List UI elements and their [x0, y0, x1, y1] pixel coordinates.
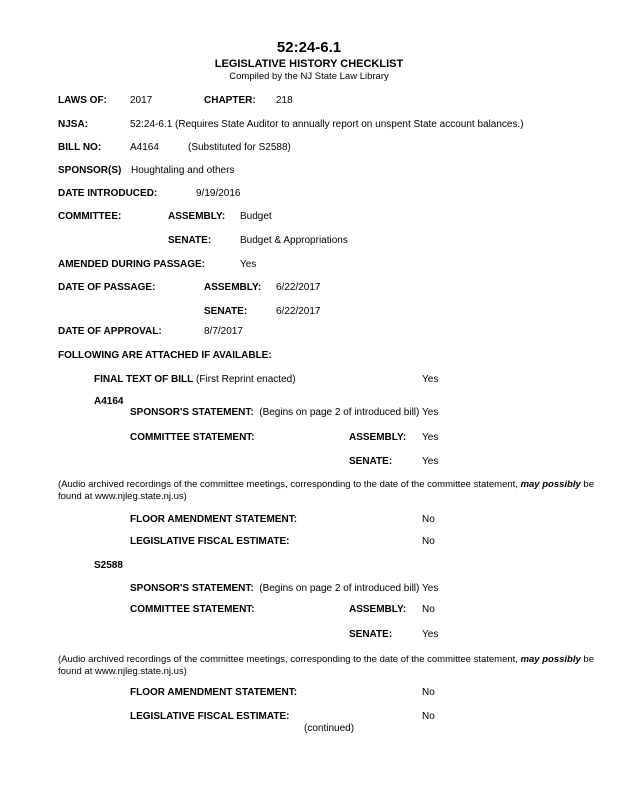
- chapter-value: 218: [276, 95, 293, 106]
- passage-assembly-label: ASSEMBLY:: [204, 282, 262, 293]
- date-of-passage-label: DATE OF PASSAGE:: [58, 282, 156, 293]
- date-of-approval-label: DATE OF APPROVAL:: [58, 326, 162, 337]
- sponsor-statement-note: (Begins on page 2 of introduced bill): [259, 407, 420, 418]
- laws-of-value: 2017: [130, 95, 153, 106]
- committee-statement-senate-label: SENATE:: [349, 629, 393, 640]
- committee-statement-assembly-value: No: [422, 604, 435, 615]
- floor-amendment-value: No: [422, 687, 435, 698]
- final-text-value: Yes: [422, 374, 439, 385]
- sponsors-label: SPONSOR(S): [58, 165, 122, 176]
- committee-statement-label: COMMITTEE STATEMENT:: [130, 604, 255, 615]
- audio-note-text: (Audio archived recordings of the committee meetings, corresponding to the date of the committee statement,: [58, 479, 521, 490]
- sponsor-statement-label: SPONSOR'S STATEMENT:: [130, 407, 254, 418]
- final-text-note: (First Reprint enacted): [196, 374, 296, 385]
- bill-id: A4164: [94, 396, 124, 407]
- laws-of-label: LAWS OF:: [58, 95, 107, 106]
- document-subtitle: LEGISLATIVE HISTORY CHECKLIST: [214, 58, 404, 70]
- bill-no-note: (Substituted for S2588): [188, 142, 291, 153]
- committee-statement-assembly-label: ASSEMBLY:: [349, 604, 407, 615]
- audio-note-emphasis: may possibly: [520, 479, 581, 490]
- floor-amendment-label: FLOOR AMENDMENT STATEMENT:: [130, 514, 298, 525]
- date-of-approval-value: 8/7/2017: [204, 326, 243, 337]
- date-introduced-label: DATE INTRODUCED:: [58, 188, 158, 199]
- bill-no-label: BILL NO:: [58, 142, 102, 153]
- bill-no-value: A4164: [130, 142, 159, 153]
- njsa-value: 52:24-6.1 (Requires State Auditor to annually report on unspent State account balances.): [130, 119, 524, 130]
- amended-label: AMENDED DURING PASSAGE:: [58, 259, 206, 270]
- sponsor-statement-row: [130, 408, 419, 418]
- committee-statement-senate-value: Yes: [422, 456, 439, 467]
- committee-assembly-value: Budget: [240, 211, 272, 222]
- sponsor-statement-note: (Begins on page 2 of introduced bill): [259, 583, 420, 594]
- chapter-label: CHAPTER:: [204, 95, 256, 106]
- audio-archive-note: [58, 654, 603, 678]
- floor-amendment-value: No: [422, 514, 435, 525]
- date-introduced-value: 9/19/2016: [196, 188, 241, 199]
- audio-note-text-end: be found at www.njleg.state.nj.us): [58, 654, 594, 677]
- committee-statement-senate-value: Yes: [422, 629, 439, 640]
- committee-senate-label: SENATE:: [168, 235, 212, 246]
- fiscal-estimate-label: LEGISLATIVE FISCAL ESTIMATE:: [130, 536, 290, 547]
- committee-statement-assembly-value: Yes: [422, 432, 439, 443]
- audio-note-text-end: be found at www.njleg.state.nj.us): [58, 479, 594, 502]
- sponsor-statement-value: Yes: [422, 583, 439, 594]
- passage-senate-label: SENATE:: [204, 306, 248, 317]
- committee-label: COMMITTEE:: [58, 211, 122, 222]
- audio-note-text: (Audio archived recordings of the committee meetings, corresponding to the date of the committee statement,: [58, 654, 521, 665]
- sponsors-value: Houghtaling and others: [131, 165, 235, 176]
- sponsor-statement-row: [130, 584, 419, 594]
- continued-note: (continued): [304, 723, 355, 734]
- amended-value: Yes: [240, 259, 257, 270]
- committee-statement-assembly-label: ASSEMBLY:: [349, 432, 407, 443]
- committee-senate-value: Budget & Appropriations: [240, 235, 348, 246]
- passage-senate-value: 6/22/2017: [276, 306, 321, 317]
- fiscal-estimate-value: No: [422, 536, 435, 547]
- document-title: 52:24-6.1: [276, 39, 342, 56]
- fiscal-estimate-label: LEGISLATIVE FISCAL ESTIMATE:: [130, 711, 290, 722]
- bill-id: S2588: [94, 560, 123, 571]
- fiscal-estimate-value: No: [422, 711, 435, 722]
- audio-archive-note: [58, 479, 603, 503]
- audio-note-emphasis: may possibly: [520, 654, 581, 665]
- final-text-row: [94, 375, 296, 385]
- compiled-by: Compiled by the NJ State Law Library: [229, 71, 389, 82]
- sponsor-statement-value: Yes: [422, 407, 439, 418]
- committee-assembly-label: ASSEMBLY:: [168, 211, 226, 222]
- following-heading: FOLLOWING ARE ATTACHED IF AVAILABLE:: [58, 350, 272, 361]
- committee-statement-senate-label: SENATE:: [349, 456, 393, 467]
- final-text-label: FINAL TEXT OF BILL: [94, 374, 194, 385]
- committee-statement-label: COMMITTEE STATEMENT:: [130, 432, 255, 443]
- passage-assembly-value: 6/22/2017: [276, 282, 321, 293]
- njsa-label: NJSA:: [58, 119, 89, 130]
- sponsor-statement-label: SPONSOR'S STATEMENT:: [130, 583, 254, 594]
- floor-amendment-label: FLOOR AMENDMENT STATEMENT:: [130, 687, 298, 698]
